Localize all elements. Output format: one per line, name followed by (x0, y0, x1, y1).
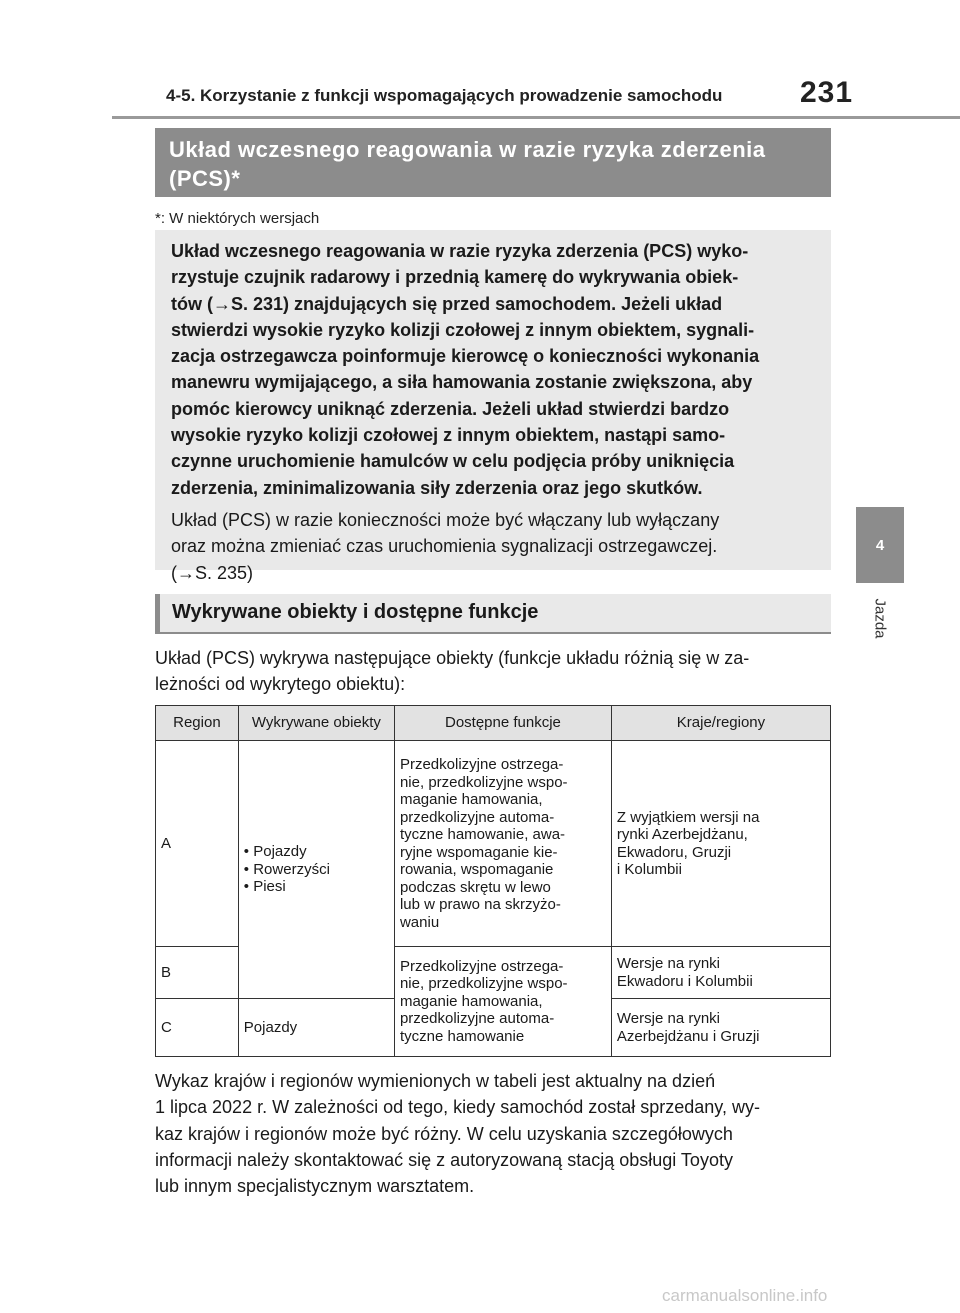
cell-line: Wersje na rynki (616, 1010, 721, 1027)
chapter-tab-label-text: Jazda (871, 597, 889, 639)
summary-box (155, 230, 831, 583)
cell-countries (611, 999, 830, 1057)
objects-list (244, 843, 389, 896)
cell-line: podczas skrętu w lewo (399, 878, 551, 896)
cell-region: B (156, 947, 239, 999)
list-item: • Piesi (244, 878, 389, 896)
summary-line: zderzenia, zminimalizowania siły zderzenia oraz jego skutków. (171, 477, 703, 498)
chapter-tab-label (856, 588, 904, 648)
cell-line: przedkolizyjne automa- (399, 808, 555, 826)
table-header-row (156, 706, 831, 741)
cell-countries (611, 947, 830, 999)
cell-line: Ekwadoru, Gruzji (616, 843, 732, 861)
section-title-line-2: (PCS)* (169, 166, 241, 191)
cell-line: Wersje na rynki (616, 955, 721, 972)
subsection-heading: Wykrywane obiekty i dostępne funkcje (155, 594, 831, 634)
summary-line: Układ wczesnego reagowania w razie ryzyka zderzenia (PCS) wyko- (171, 241, 749, 261)
summary-line: rzystuje czujnik radarowy i przednią kamerę do wykrywania obiek- (171, 267, 739, 288)
summary-line: stwierdzi wysokie ryzyko kolizji czołowej z innym obiektem, sygnali- (171, 319, 755, 340)
cell-line: maganie hamowania, (399, 992, 543, 1010)
section-title-box (155, 128, 831, 197)
summary-line: manewru wymijającego, a siła hamowania zostanie zwiększona, aby (171, 372, 753, 393)
closing-line: informacji należy skontaktować się z autoryzowaną stacją obsługi Toyoty (155, 1149, 733, 1170)
footnote: *: W niektórych wersjach (155, 210, 320, 227)
column-header-objects: Wykrywane obiekty (238, 706, 394, 741)
summary-line: tów (→S. 231) znajdujących się przed samochodem. Jeżeli układ (171, 293, 723, 314)
cell-objects: Pojazdy (238, 999, 394, 1057)
cell-line: i Kolumbii (616, 861, 682, 878)
summary-line: Układ (PCS) w razie konieczności może być włączany lub wyłączany (171, 509, 720, 530)
cell-region: A (156, 741, 239, 947)
cell-functions (394, 741, 611, 947)
cell-line: rowania, wspomaganie (399, 861, 554, 878)
cell-line: Z wyjątkiem wersji na (616, 808, 760, 826)
closing-line: Wykaz krajów i regionów wymienionych w tabeli jest aktualny na dzień (155, 1071, 716, 1091)
summary-line: zacja ostrzegawcza poinformuje kierowcę o konieczności wykonania (171, 346, 760, 367)
table-row (156, 741, 831, 947)
page-number: 231 (800, 76, 854, 109)
chapter-tab-number[interactable]: 4 (856, 507, 904, 583)
summary-line: wysokie ryzyko kolizji czołowej z innym obiektem, nastąpi samo- (171, 425, 726, 446)
cell-region: C (156, 999, 239, 1057)
intro-line: Układ (PCS) wykrywa następujące obiekty (funkcje układu różnią się w za- (155, 648, 750, 668)
cell-line: tyczne hamowanie (399, 1027, 525, 1045)
cell-line: rynki Azerbejdżanu, (616, 826, 748, 843)
cell-objects (238, 741, 394, 999)
cell-line: Przedkolizyjne ostrzega- (399, 756, 564, 773)
list-item: • Pojazdy (244, 843, 389, 861)
closing-paragraph (155, 1068, 835, 1199)
closing-line: 1 lipca 2022 r. W zależności od tego, kiedy samochód został sprzedany, wy- (155, 1097, 760, 1118)
closing-line: lub innym specjalistycznym warsztatem. (155, 1176, 475, 1197)
cell-line: nie, przedkolizyjne wspo- (399, 773, 568, 791)
cell-line: ryjne wspomaganie kie- (399, 843, 558, 861)
summary-line: oraz można zmieniać czas uruchomienia sygnalizacji ostrzegawczej. (171, 536, 718, 557)
cell-line: nie, przedkolizyjne wspo- (399, 975, 568, 993)
cell-line: maganie hamowania, (399, 791, 543, 808)
summary-normal-paragraph (171, 507, 817, 586)
cell-functions (394, 947, 611, 1057)
cell-line: Azerbejdżanu i Gruzji (616, 1027, 760, 1045)
cell-line: Przedkolizyjne ostrzega- (399, 957, 564, 975)
cell-line: waniu (399, 913, 440, 931)
cell-line: lub w prawo na skrzyżo- (399, 896, 561, 913)
cell-countries (611, 741, 830, 947)
cell-line: tyczne hamowanie, awa- (399, 826, 566, 843)
column-header-region: Region (156, 706, 239, 741)
summary-line: pomóc kierowcy uniknąć zderzenia. Jeżeli układ stwierdzi bardzo (171, 398, 730, 419)
summary-bold-paragraph (171, 238, 817, 501)
section-title-line-1: Układ wczesnego reagowania w razie ryzyka zderzenia (169, 137, 766, 162)
cell-line: Ekwadoru i Kolumbii (616, 972, 753, 990)
column-header-countries: Kraje/regiony (611, 706, 830, 741)
header-divider (112, 116, 960, 119)
running-header: 4-5. Korzystanie z funkcji wspomagających prowadzenie samochodu (166, 86, 723, 105)
functions-table (155, 705, 831, 1057)
watermark: carmanualsonline.info (662, 1286, 828, 1305)
column-header-functions: Dostępne funkcje (394, 706, 611, 741)
cell-line: przedkolizyjne automa- (399, 1010, 555, 1028)
intro-line: leżności od wykrytego obiektu): (155, 674, 406, 694)
list-item: • Rowerzyści (244, 861, 389, 879)
closing-line: kaz krajów i regionów może być różny. W celu uzyskania szczegółowych (155, 1123, 733, 1144)
summary-page-reference[interactable]: (→S. 235) (171, 562, 254, 583)
intro-paragraph (155, 645, 831, 697)
summary-line: czynne uruchomienie hamulców w celu podjęcia próby uniknięcia (171, 451, 735, 472)
